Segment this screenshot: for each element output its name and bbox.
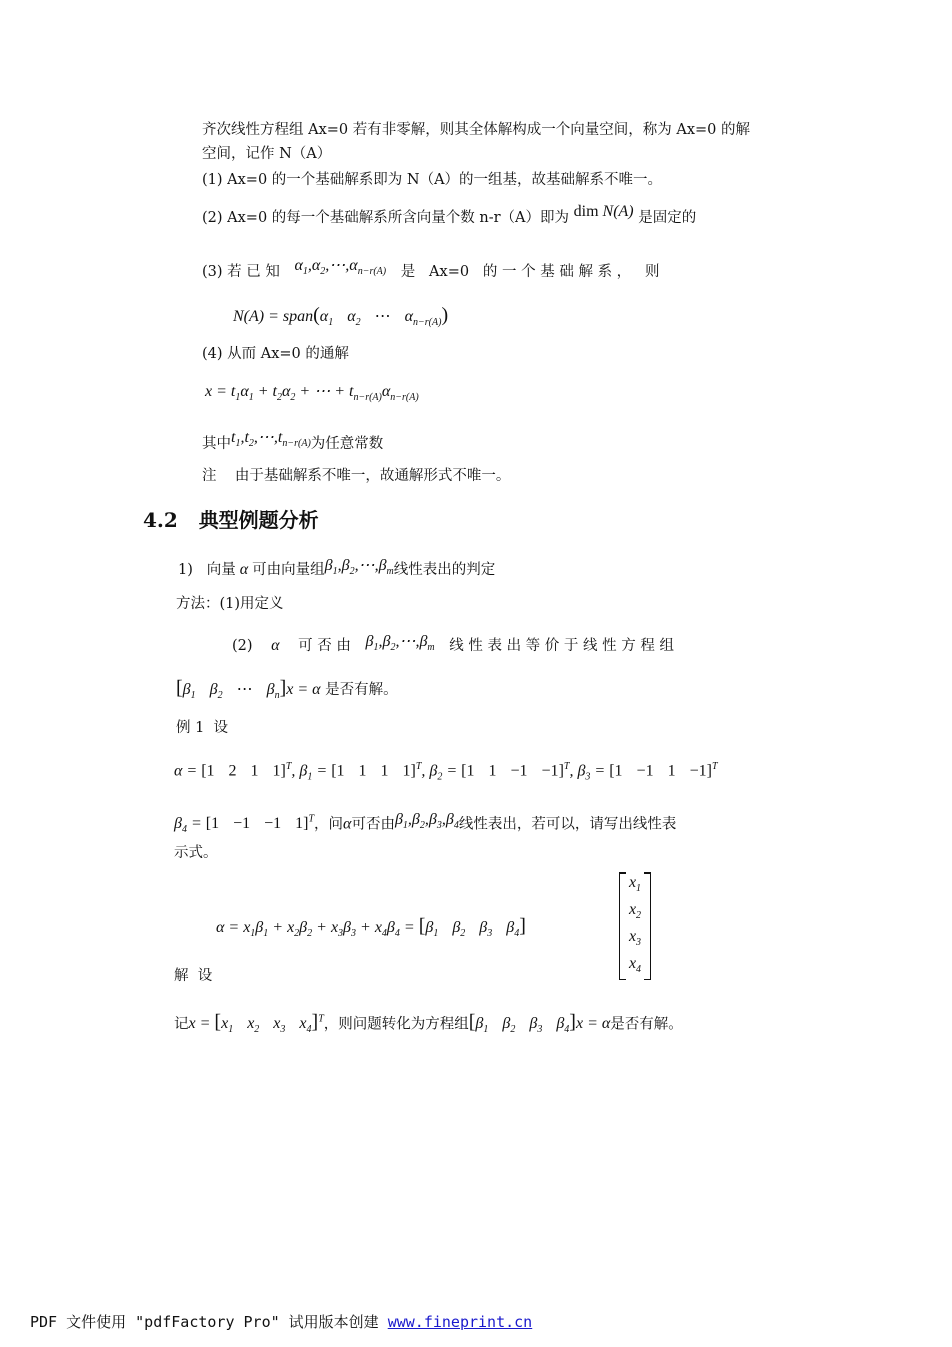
method-line: 方法：(1)用定义 [176, 596, 284, 612]
footer-text: PDF 文件使用 "pdfFactory Pro" 试用版本创建 [30, 1313, 379, 1331]
item-1: (1) Ax=0 的一个基础解系即为 N（A）的一组基，故基础解系不唯一。 [202, 172, 663, 188]
method-2: (2) α 可 否 由 $\beta_1,\beta_2,\cdots,\beta_m$ 线 性 表 出 等 价 于 线 性 方 程 组 [232, 633, 674, 654]
para-line-1: 齐次线性方程组 Ax=0 若有非零解，则其全体解构成一个向量空间，称为 Ax=0 的解 [202, 122, 750, 138]
section-heading: 4.2 典型例题分析 [143, 508, 319, 532]
constants-note: 其中$t_1,t_2,\cdots,t_{n-r(A)}$为任意常数 [202, 429, 384, 452]
footer [30, 1311, 532, 1332]
span-formula: $N(A) = span(\alpha_1$ $\alpha_2$ ⋯ $\alpha_{n-r(A)}$) [233, 304, 449, 329]
example-1-label: 例 1 设 [176, 720, 229, 736]
example-vectors-line-2: $\beta_4 = [1 -1 -1$ 1]$^T$，问α可否由$\beta_1,\beta_2,\beta_3,\beta_4$线性表出，若可以，请写出线性表 [174, 811, 677, 836]
example-vectors-line-1: α = [1 2 1 1]$^T$, $\beta_1 = [1$ 1 1 1]$^T$, $\beta_2 = [1$ 1 −1 −1]$^T$, $\beta_3 = [1 -1$ 1 −1]$^T$ [174, 761, 718, 783]
record-line: 记$x = [x_1$ $x_2$ $x_3$ $x_4]^T$，则问题转化为方程组[$\beta_1$ $\beta_2$ $\beta_3$ $\beta_4]x = \alpha$是否有解。 [174, 1011, 683, 1036]
question-1: 1) 向量 α 可由向量组$\beta_1,\beta_2,\cdots,\beta_m$线性表出的判定 [178, 557, 496, 578]
item-2: (2) Ax=0 的每一个基础解系所含向量个数 n-r（A）即为 dim N(A) 是固定的 [202, 203, 697, 226]
footer-link[interactable]: www.fineprint.cn [387, 1313, 533, 1331]
example-question-end: 示式。 [174, 845, 218, 861]
item-4: (4) 从而 Ax=0 的通解 [202, 346, 349, 362]
x-column-vector: $x_1$ $x_2$ $x_3$ $x_4$ [619, 872, 651, 980]
note-2: 注 由于基础解系不唯一，故通解形式不唯一。 [202, 468, 511, 484]
solution-label: 解 设 [174, 968, 213, 984]
item-3: (3) 若 已 知 $\alpha_1,\alpha_2,\cdots,\alpha_{n-r(A)}$ 是 Ax=0 的 一 个 基 础 解 系 ， 则 [202, 257, 660, 280]
alpha-basis-formula: $\alpha_1,\alpha_2,\cdots,\alpha_{n-r(A)}$ [294, 257, 387, 278]
combination-formula: $\alpha = x_1\beta_1 + x_2\beta_2 + x_3\beta_3 + x_4\beta_4 = [\beta_1$ $\beta_2$ $\beta_3$ $\beta_4$] [216, 915, 526, 940]
general-solution-formula: $x = t_1\alpha_1 + t_2\alpha_2$ + ⋯ + $t_{n-r(A)}\alpha_{n-r(A)}$ [205, 383, 419, 404]
para-line-2: 空间，记作 N（A） [202, 146, 332, 162]
dim-formula: dim N(A) [573, 203, 634, 220]
method-2-system: [$\beta_1$ $\beta_2$ ⋯ $\beta_n]x = \alpha$ 是否有解。 [176, 677, 398, 702]
